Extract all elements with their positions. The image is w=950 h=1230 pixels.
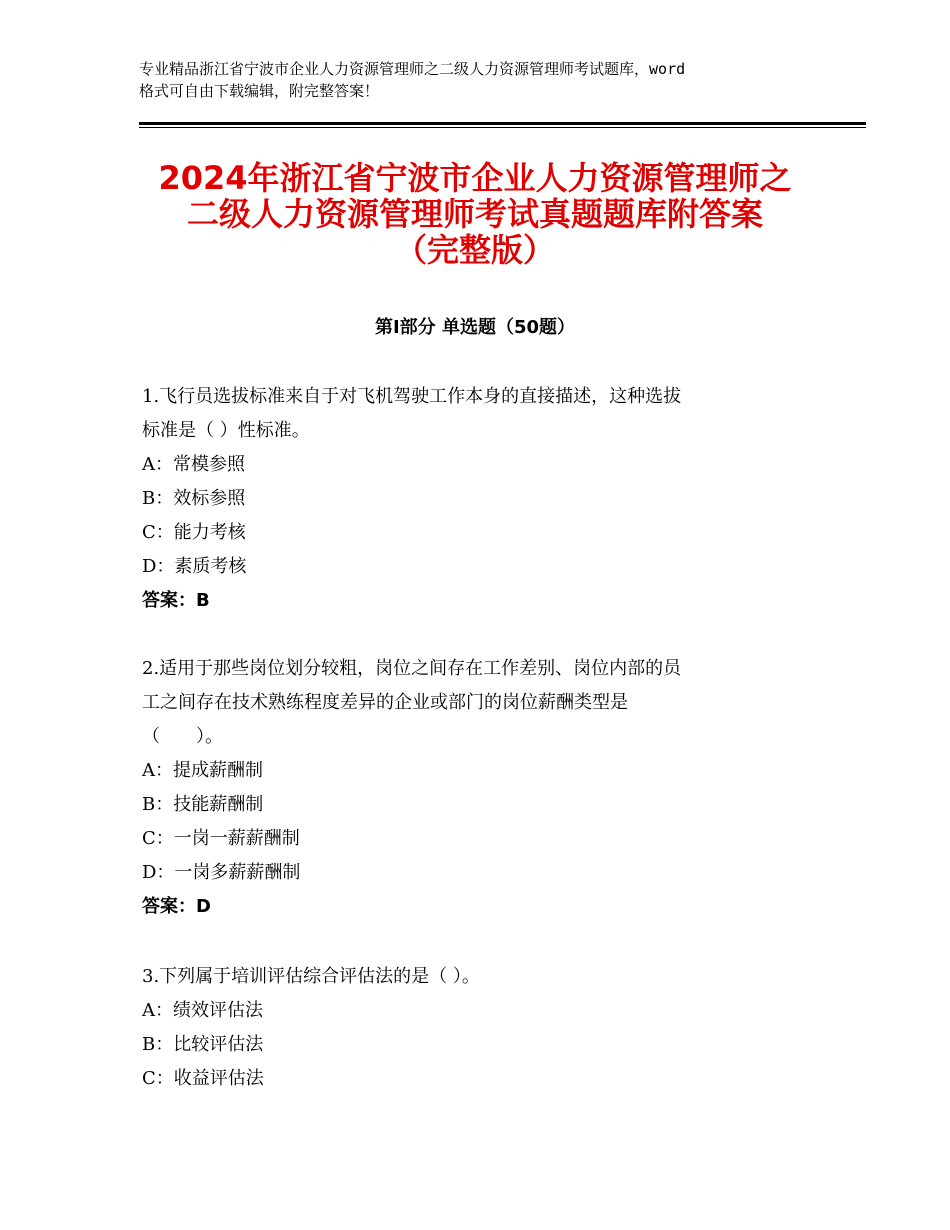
header-note xyxy=(139,58,839,102)
option-b: B：效标参照 xyxy=(142,488,246,509)
header-divider-thick xyxy=(139,122,866,125)
header-divider-thin xyxy=(139,127,866,128)
option-c: C：收益评估法 xyxy=(142,1068,264,1089)
title-line-3: （完整版） xyxy=(394,231,555,269)
question-2 xyxy=(142,652,822,924)
option-a: A：常模参照 xyxy=(142,454,245,475)
question-stem-line: 1.飞行员选拔标准来自于对飞机驾驶工作本身的直接描述，这种选拔 xyxy=(142,386,682,407)
option-a: A：提成薪酬制 xyxy=(142,760,263,781)
question-stem-line: 标准是（ ）性标准。 xyxy=(142,420,310,441)
header-note-line-2: 格式可自由下载编辑，附完整答案！ xyxy=(139,82,380,100)
answer: 答案：D xyxy=(142,896,211,917)
title-line-2: 二级人力资源管理师考试真题题库附答案 xyxy=(186,195,763,233)
option-b: B：比较评估法 xyxy=(142,1034,264,1055)
option-d: D：一岗多薪薪酬制 xyxy=(142,862,301,883)
section-heading: 第Ⅰ部分 单选题（50题） xyxy=(374,317,575,338)
question-stem-line: 3.下列属于培训评估综合评估法的是（ ）。 xyxy=(142,966,480,987)
document-title xyxy=(60,160,890,268)
option-c: C：一岗一薪薪酬制 xyxy=(142,828,300,849)
question-stem-line: 工之间存在技术熟练程度差异的企业或部门的岗位薪酬类型是 xyxy=(142,692,628,713)
option-d: D：素质考核 xyxy=(142,556,247,577)
question-stem xyxy=(142,652,822,754)
question-stem-line: （ ）。 xyxy=(142,726,223,747)
answer: 答案：B xyxy=(142,590,210,611)
title-line-1: 2024年浙江省宁波市企业人力资源管理师之 xyxy=(158,159,792,197)
question-stem xyxy=(142,960,822,994)
header-note-line-1: 专业精品浙江省宁波市企业人力资源管理师之二级人力资源管理师考试题库，word xyxy=(139,60,686,78)
option-b: B：技能薪酬制 xyxy=(142,794,264,815)
option-c: C：能力考核 xyxy=(142,522,246,543)
question-stem-line: 2.适用于那些岗位划分较粗，岗位之间存在工作差别、岗位内部的员 xyxy=(142,658,682,679)
option-a: A：绩效评估法 xyxy=(142,1000,263,1021)
question-stem xyxy=(142,380,822,448)
question-1 xyxy=(142,380,822,618)
question-3 xyxy=(142,960,822,1096)
